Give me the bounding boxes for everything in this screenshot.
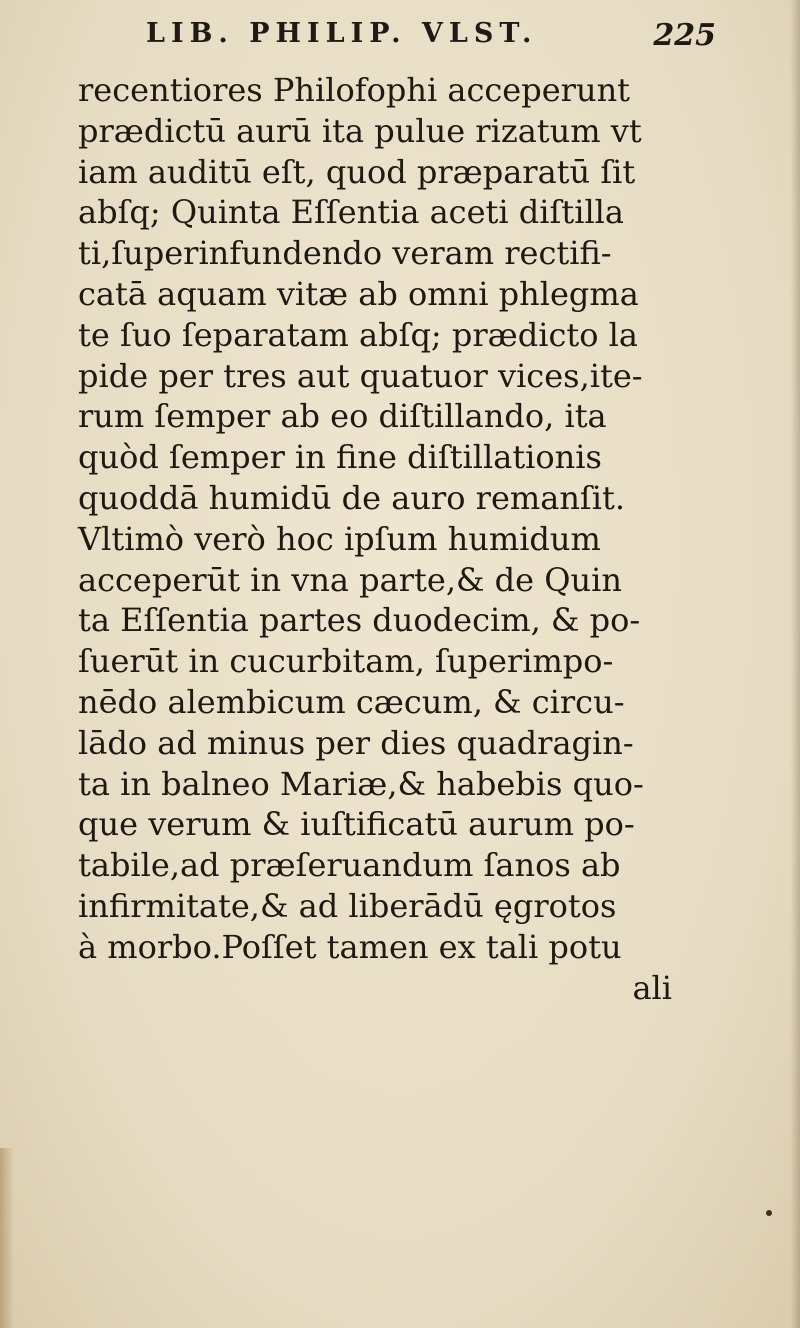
body-text	[78, 70, 678, 1008]
text-line: tabile,ad præſeruandum ſanos ab	[78, 846, 621, 885]
text-line: recentiores Philofophi acceperunt	[78, 71, 631, 109]
text-line: te ſuo ſeparatam abſq; prædicto la	[78, 315, 638, 354]
text-line: ta in balneo Mariæ,& habebis quo-	[78, 764, 644, 803]
text-line: quoddā humidū de auro remanſit.	[78, 478, 626, 517]
text-line: ſuerūt in cucurbitam, ſuperimpo-	[78, 642, 614, 681]
text-line: quòd ſemper in fine diſtillationis	[78, 438, 602, 477]
text-line: ta Eſſentia partes duodecim, & po-	[78, 601, 641, 640]
page-header	[146, 14, 716, 56]
text-line: lādo ad minus per dies quadragin-	[78, 723, 634, 762]
catchword: ali	[632, 968, 672, 1007]
text-line: Vltimò verò hoc ipſum humidum	[78, 519, 601, 558]
text-line: pide per tres aut quatuor vices,ite-	[78, 356, 643, 395]
text-line: abſq; Quinta Eſſentia aceti diſtilla	[78, 193, 624, 232]
text-line: acceperūt in vna parte,& de Quin	[78, 560, 622, 599]
text-line: nēdo alembicum cæcum, & circu-	[78, 682, 625, 721]
text-line: prædictū aurū ita pulue rizatum vt	[78, 111, 642, 150]
text-line: ti,ſuperinfundendo veram rectifi-	[78, 234, 612, 273]
text-line: catā aquam vitæ ab omni phlegma	[78, 274, 639, 313]
page-number: 225	[653, 18, 716, 53]
text-line: que verum & iuſtificatū aurum po-	[78, 805, 635, 844]
running-head: LIB. PHILIP. VLST.	[146, 18, 538, 49]
page-stain	[0, 1148, 14, 1328]
text-line: iam auditū eſt, quod præparatū ſit	[78, 152, 636, 191]
text-line: rum ſemper ab eo diſtillando, ita	[78, 397, 607, 436]
page-edge-shadow	[790, 0, 800, 1328]
ink-speck	[766, 1210, 772, 1216]
text-line: à morbo.Poſſet tamen ex tali potu	[78, 927, 622, 966]
text-line: infirmitate,& ad liberādū ęgrotos	[78, 886, 617, 925]
